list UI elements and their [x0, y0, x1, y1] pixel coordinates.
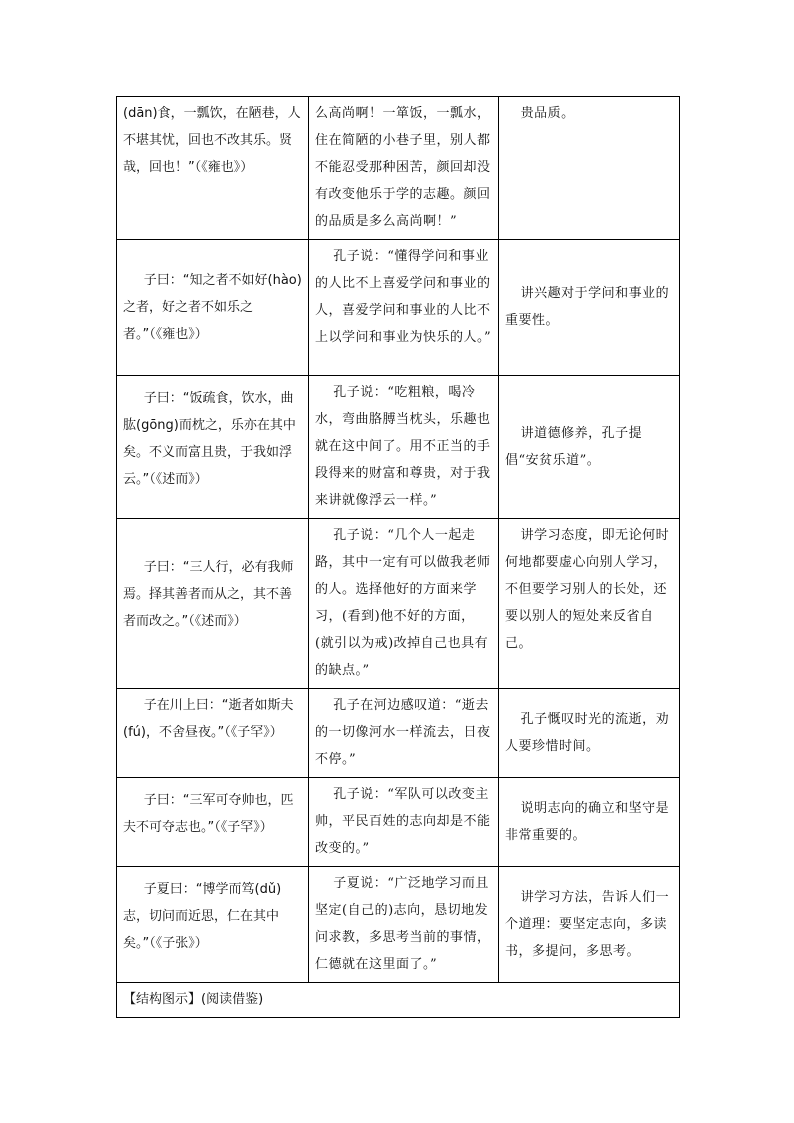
note-cell	[499, 97, 680, 240]
note-text: 说明志向的确立和坚守是非常重要的。	[505, 800, 670, 843]
note-text: 贵品质。	[520, 106, 575, 121]
note-cell	[499, 689, 680, 778]
translation-cell	[309, 778, 499, 867]
note-cell	[499, 519, 680, 689]
translation-text: 孔子在河边感叹道：“逝去的一切像河水一样流去，日夜不停。”	[315, 698, 491, 767]
translation-text: 孔子说：“吃粗粮，喝冷水，弯曲胳膊当枕头，乐趣也就在这中间了。用不正当的手段得来的财富和尊贵，对于我来讲就像浮云一样。”	[315, 385, 491, 508]
original-text-cell	[117, 240, 309, 376]
table-row	[117, 376, 680, 519]
translation-cell	[309, 376, 499, 519]
table-row	[117, 867, 680, 983]
footer-row	[117, 983, 680, 1018]
original-text: 子曰：“知之者不如好(hào)之者，好之者不如乐之者。”（《雍也》）	[123, 273, 302, 342]
original-text-cell	[117, 376, 309, 519]
note-text: 讲道德修养，孔子提倡“安贫乐道”。	[505, 425, 643, 468]
note-text: 讲学习态度，即无论何时何地都要虚心向别人学习，不但要学习别人的长处，还要以别人的短处来反省自己。	[505, 528, 670, 651]
translation-cell	[309, 689, 499, 778]
translation-cell	[309, 97, 499, 240]
table-row	[117, 240, 680, 376]
translation-cell	[309, 867, 499, 983]
note-cell	[499, 778, 680, 867]
translation-text: 孔子说：“几个人一起走路，其中一定有可以做我老师的人。选择他好的方面来学习，(看到)他不好的方面，(就引以为戒)改掉自己也具有的缺点。”	[315, 528, 491, 678]
note-text: 讲学习方法，告诉人们一个道理：要坚定志向，多读书，多提问，多思考。	[505, 889, 670, 959]
original-text: (dān)食，一瓢饮，在陋巷，人不堪其忧，回也不改其乐。贤哉，回也！”（《雍也》）	[123, 106, 301, 175]
table-row	[117, 519, 680, 689]
translation-cell	[309, 519, 499, 689]
table-row	[117, 689, 680, 778]
translation-cell	[309, 240, 499, 376]
note-cell	[499, 867, 680, 983]
original-text: 子曰：“三军可夺帅也，匹夫不可夺志也。”（《子罕》）	[123, 793, 294, 835]
translation-text: 孔子说：“懂得学问和事业的人比不上喜爱学问和事业的人，喜爱学问和事业的人比不上以学问和事业为快乐的人。”	[315, 249, 492, 345]
original-text-cell	[117, 689, 309, 778]
translation-text: 孔子说：“军队可以改变主帅，平民百姓的志向却是不能改变的。”	[315, 787, 491, 856]
translation-text: 么高尚啊！一箪饭，一瓢水，住在简陋的小巷子里，别人都不能忍受那种困苦，颜回却没有改变他乐于学的志趣。颜回的品质是多么高尚啊！”	[315, 106, 491, 229]
structure-diagram-heading: 【结构图示】(阅读借鉴)	[117, 983, 680, 1018]
analects-table	[116, 96, 680, 1018]
original-text-cell	[117, 519, 309, 689]
table-row	[117, 97, 680, 240]
original-text-cell	[117, 778, 309, 867]
note-text: 孔子慨叹时光的流逝，劝人要珍惜时间。	[505, 711, 670, 754]
original-text: 子曰：“饭疏食，饮水，曲肱(gōng)而枕之，乐亦在其中矣。不义而富且贵，于我如浮云。”（《述而》）	[123, 391, 296, 487]
original-text-cell	[117, 867, 309, 983]
note-cell	[499, 376, 680, 519]
table-row	[117, 778, 680, 867]
note-text: 讲兴趣对于学问和事业的重要性。	[505, 286, 670, 328]
note-cell	[499, 240, 680, 376]
original-text-cell	[117, 97, 309, 240]
translation-text: 子夏说：“广泛地学习而且坚定(自己的)志向，恳切地发问求教，多思考当前的事情，仁德就在这里面了。”	[315, 876, 491, 972]
original-text: 子在川上曰：“逝者如斯夫(fú)，不舍昼夜。”（《子罕》）	[123, 698, 294, 740]
original-text: 子夏曰：“博学而笃(dǔ)志，切问而近思，仁在其中矣。”（《子张》）	[123, 882, 282, 951]
original-text: 子曰：“三人行，必有我师焉。择其善者而从之，其不善者而改之。”（《述而》）	[123, 560, 294, 629]
